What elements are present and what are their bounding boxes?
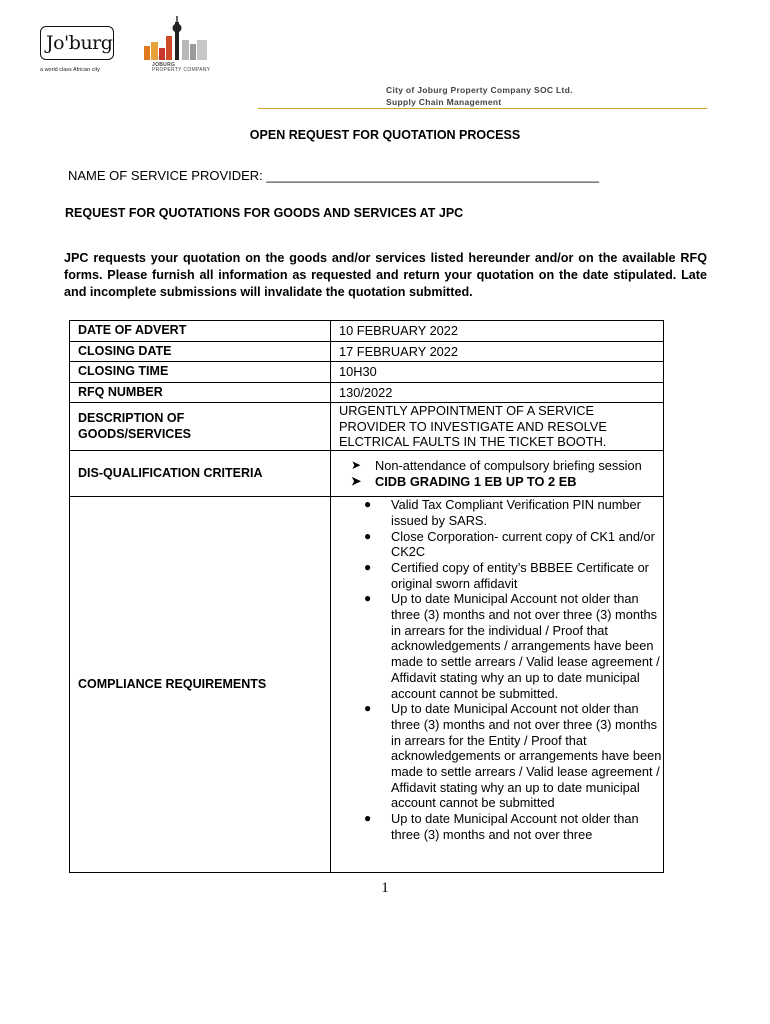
company-department: Supply Chain Management bbox=[386, 97, 502, 107]
joburg-tagline: a world class African city bbox=[40, 67, 100, 73]
row-value bbox=[331, 497, 664, 873]
table-row bbox=[70, 497, 664, 873]
list-item: ● Up to date Municipal Account not older than three (3) months and not over three (3) months in arrears for the individual / Proof that acknowledgements / arrangements have been made to settle arrears / Valid lease agreement / Affidavit stating why an up to date municipal account cannot be submitted. bbox=[364, 591, 660, 701]
row-value: 130/2022 bbox=[331, 383, 664, 403]
arrow-bullet-icon: ➤ bbox=[351, 457, 362, 472]
company-header bbox=[386, 84, 573, 108]
intro-paragraph: JPC requests your quotation on the goods and/or services listed hereunder and/or on the available RFQ forms. Please furnish all information as requested and return your quotation on the date stipulated. Late and incomplete submissions will invalidate the quotation submitted. bbox=[64, 251, 707, 299]
list-item: ● Valid Tax Compliant Verification PIN number issued by SARS. bbox=[364, 497, 641, 528]
compliance-list bbox=[331, 497, 663, 842]
document-subtitle: REQUEST FOR QUOTATIONS FOR GOODS AND SERVICES AT JPC bbox=[65, 206, 464, 220]
row-label: DIS-QUALIFICATION CRITERIA bbox=[70, 451, 331, 497]
table-row bbox=[70, 403, 664, 451]
document-title: OPEN REQUEST FOR QUOTATION PROCESS bbox=[249, 128, 521, 142]
arrow-bullet-icon: ➤ bbox=[351, 473, 362, 488]
jpc-logo-text: JOBURG PROPERTY COMPANY bbox=[152, 62, 211, 73]
table-row bbox=[70, 383, 664, 403]
list-item: ● Up to date Municipal Account not older than three (3) months and not over three bbox=[364, 811, 639, 842]
row-value: 10H30 bbox=[331, 362, 664, 383]
list-item: ➤ Non-attendance of compulsory briefing session bbox=[351, 457, 642, 473]
table-row bbox=[70, 342, 664, 362]
row-value: 10 FEBRUARY 2022 bbox=[331, 321, 664, 342]
row-label: RFQ NUMBER bbox=[70, 383, 331, 403]
row-value: URGENTLY APPOINTMENT OF A SERVICE PROVIDER TO INVESTIGATE AND RESOLVE ELCTRICAL FAULTS IN THE TICKET BOOTH. bbox=[331, 403, 664, 451]
bullet-icon: ● bbox=[364, 701, 372, 716]
list-item: ● Certified copy of entity’s BBBEE Certificate or original sworn affidavit bbox=[364, 559, 649, 591]
service-provider-line: NAME OF SERVICE PROVIDER: ______________________________________________ bbox=[68, 168, 599, 183]
list-item: ● Up to date Municipal Account not older than three (3) months and not over three (3) months in arrears for the Entity / Proof that acknowledgements or arrangements have been made to settle arrears / Valid lease agreement / Affidavit stating why an up to date municipal account cannot be submitted bbox=[364, 701, 662, 811]
page-number: 1 bbox=[381, 880, 389, 896]
bullet-icon: ● bbox=[364, 559, 372, 574]
row-label: CLOSING DATE bbox=[70, 342, 331, 362]
row-value: 17 FEBRUARY 2022 bbox=[331, 342, 664, 362]
bullet-icon: ● bbox=[364, 591, 372, 606]
bullet-icon: ● bbox=[364, 528, 372, 543]
disqualification-list bbox=[331, 458, 663, 489]
row-label: COMPLIANCE REQUIREMENTS bbox=[70, 497, 331, 873]
row-label: CLOSING TIME bbox=[70, 362, 331, 383]
company-name: City of Joburg Property Company SOC Ltd. bbox=[386, 85, 573, 95]
joburg-logo-text: Jo'burg bbox=[46, 32, 113, 54]
row-value bbox=[331, 451, 664, 497]
row-label: DATE OF ADVERT bbox=[70, 321, 331, 342]
header-divider bbox=[258, 108, 707, 109]
table-row bbox=[70, 321, 664, 342]
table-row bbox=[70, 451, 664, 497]
rfq-details-table bbox=[69, 320, 664, 873]
row-label: DESCRIPTION OF GOODS/SERVICES bbox=[70, 403, 331, 451]
bullet-icon: ● bbox=[364, 811, 372, 826]
jpc-skyline-logo bbox=[142, 16, 214, 62]
bullet-icon: ● bbox=[364, 497, 372, 512]
list-item: ➤ CIDB GRADING 1 EB UP TO 2 EB bbox=[351, 473, 577, 489]
list-item: ● Close Corporation- current copy of CK1 and/or CK2C bbox=[364, 528, 655, 560]
table-row bbox=[70, 362, 664, 383]
